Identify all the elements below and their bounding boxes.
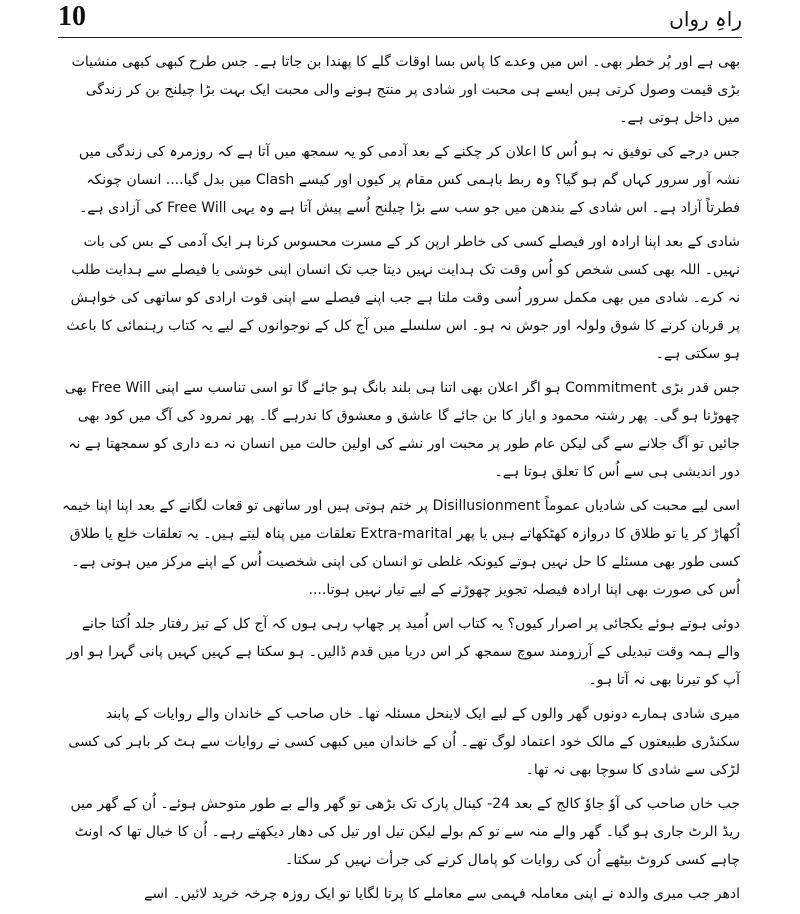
paragraph: اسی لیے محبت کی شادیاں عموماً Disillusionment پر ختم ہوتی ہیں اور ساتھی تو قعات لگانے کے بعد اپنا اپنا خیمہ اُکھاڑ کر یا تو طلاق کا دروازہ کھٹکھاتے ہیں یا پھر Extra-marital تعلقات میں پناہ لیتے ہیں۔ یہ تعلقات خلع یا طلاق کسی طور بھی مسئلے کا حل نہیں ہوتے کیونکہ غلطی تو انسان کی اپنی شخصیت اُس کے اپنے مرکز میں ہوتی ہے۔ اُس کی صورت بھی اپنا ارادہ فیصلہ تجویز چھوڑنے کے لیے تیار نہیں ہوتا.... [61, 498, 740, 598]
header-divider [58, 37, 742, 38]
paragraph: بھی ہے اور پُر خطر بھی۔ اس میں وعدے کا پاس بسا اوقات گلے کا پھندا بن جاتا ہے۔ جس طرح کبھی کبھی منشیات بڑی قیمت وصول کرتی ہیں ایسے ہی محبت اور شادی پر منتج ہونے والی محبت ایک بہت بڑا چیلنج بن کر زندگی میں داخل ہوتی ہے۔ [71, 54, 740, 126]
paragraph: جب خاں صاحب کی آوٗ جاوٗ کالج کے بعد 24- کینال پارک تک بڑھی تو گھر والے بے طور متوحش ہوئے۔ اُن کے گھر میں ریڈ الرٹ جاری ہو گیا۔ گھر والے منہ سے تو کم بولے لیکن تیل اور تیل کی دھار دیکھتے رہے۔ اُن کا خیال تھا کہ اونٹ چاہے کسی کروٹ بیٹھے اُن کی روایات کو پامال کرنے کی جرأت نہیں کر سکتا۔ [70, 796, 740, 868]
running-head-title: راہِ رواں [669, 7, 742, 31]
page-number: 10 [58, 1, 86, 32]
paragraph: جس قدر بڑی Commitment ہو اگر اعلان بھی اتنا ہی بلند بانگ ہو جائے گا تو اسی تناسب سے اپنی Free Will بھی چھوڑنا ہو گی۔ پھر رشتہ محمود و ایاز کا بن جائے گا عاشق و معشوق کا ندرہے گا۔ پھر نمرود کی آگ میں کود بھی جائیں تو آگ جلانے سے گی لیکن عام طور پر محبت اور نشے کی اولین حالت میں انسان نہ دے داری کو سمجھتا ہے نہ دور اندیشی ہی سے اُس کا تعلق ہوتا ہے۔ [64, 380, 740, 480]
body-text [60, 48, 740, 914]
paragraph: میری شادی ہمارے دونوں گھر والوں کے لیے ایک لاینحل مسئلہ تھا۔ خاں صاحب کے خاندان والے روایات کے پابند سکنڈری طبیعتوں کے مالک خود اعتماد لوگ تھے۔ اُن کے خاندان میں کبھی کسی نے روایات سے ہٹ کر باہر کی کسی لڑکی سے شادی کا سوچا بھی نہ تھا۔ [68, 706, 740, 778]
paragraph: دوئی ہوتے ہوئے یکجائی پر اصرار کیوں؟ یہ کتاب اس اُمید پر چھاپ رہی ہوں کہ آج کل کے تیز رفتار جلد اُکتا جانے والے ہمہ وقت تبدیلی کے آرزومند سوچ سمجھ کر اس دریا میں قدم ڈالیں۔ ہو سکتا ہے کہیں کہیں پانی گہرا ہو اور آپ کو تیرنا بھی نہ آتا ہو۔ [66, 616, 740, 688]
paragraph: شادی کے بعد اپنا ارادہ اور فیصلے کسی کی خاطر ارپن کر کے مسرت محسوس کرنا ہر ایک آدمی کے بس کی بات نہیں۔ اللہ بھی کسی شخص کو اُس وقت تک ہدایت نہیں دیتا جب تک انسان اپنی خوشی یا فیصلے سے ہدایت طلب نہ کرے۔ شادی میں بھی مکمل سرور اُسی وقت ملتا ہے جب اپنے فیصلے سے اپنی قوت ارادی کو ساتھی کی خواہش پر قربان کرنے کا شوق ولولہ اور جوش نہ ہو۔ اس سلسلے میں آج کل کے نوجوانوں کے لیے یہ کتاب رہنمائی کا باعث ہو سکتی ہے۔ [66, 234, 740, 362]
paragraph: ادھر جب میری والدہ نے اپنی معاملہ فہمی سے معاملے کا پرتا لگایا تو ایک روزہ چرخہ خرید لائیں۔ اسے [144, 886, 740, 902]
paragraph: جس درجے کی توفیق نہ ہو اُس کا اعلان کر چکنے کے بعد آدمی کو یہ سمجھ میں آتا ہے کہ روزمرہ کی زندگی میں نشہ آور سرور کہاں گم ہو گیا؟ وہ ربط باہمی کس مقام پر کیوں اور کیسے Clash میں بدل گیا.... انسان چونکہ فطرتاً آزاد ہے۔ اس شادی کے بندھن میں جو سب سے بڑا چیلنج اُسے پیش آتا ہے وہ یہی Free Will کی آزادی ہے۔ [78, 144, 740, 216]
